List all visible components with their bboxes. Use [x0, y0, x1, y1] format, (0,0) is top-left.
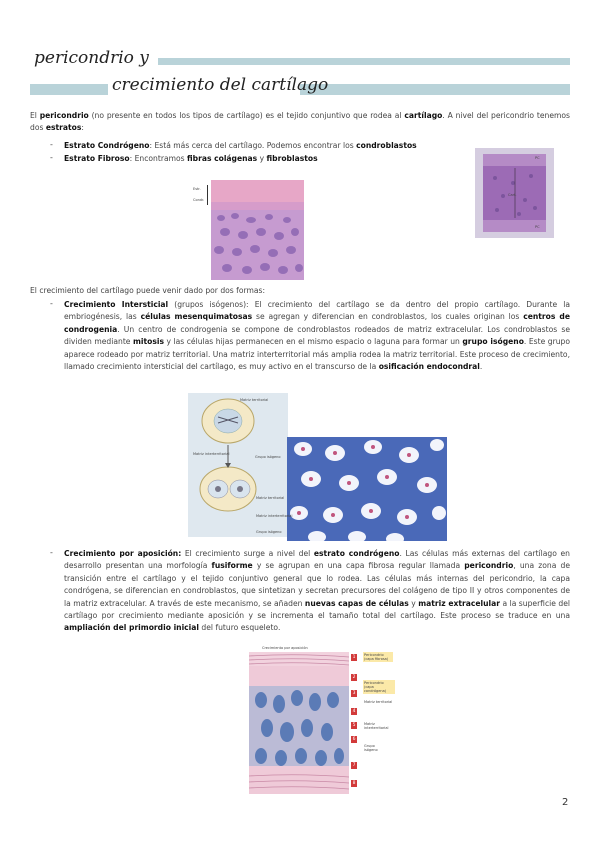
fig4-label-3: Matriz territorial [364, 700, 393, 704]
title-band-top [158, 58, 570, 65]
fig3-label-3: Grupo isógeno [255, 455, 281, 459]
stratum-condrogeno: Estrato Condrógeno: Está más cerca del cartílago. Podemos encontrar los condroblastos [64, 141, 417, 150]
perichondrium-histology-image [211, 180, 304, 280]
page-number: 2 [562, 797, 569, 808]
fig3-label-6: Grupo isógeno [256, 530, 282, 534]
fig4-label-2: Pericondrio (capa condrógena) [363, 680, 395, 694]
fig2-label-1: PC [535, 156, 540, 160]
marker-8: 8 [352, 781, 356, 786]
interstitial-growth-paragraph: Crecimiento Intersticial (grupos isógenos): El crecimiento del cartílago se da dentro del propio cartílago. Durante la embriogénesis, las células mesenquimatosas se agregan y diferencian en condroblastos, los cuales originan los centros de condrogenia. Un centro de condrogenia se compone de condroblastos rodeados de matriz extracelular. Los condroblastos se dividen mediante mitosis y las células hijas permanecen en el mismo espacio o laguna para formar un grupo isógeno. Este grupo aparece rodeado por matriz territorial. Una matriz interterritorial más amplia rodea la matriz territorial. Este proceso de crecimiento, llamado crecimiento intersticial del cartílago, es muy activo en el transcurso de la osificación endocondral. [64, 300, 571, 372]
intro-paragraph: El pericondrio (no presente en todos los tipos de cartílago) es el tejido conjuntivo que rodea al cartílago. A nivel del pericondrio tenemos dos estratos: [30, 111, 570, 133]
bullet-dash: - [50, 548, 53, 557]
marker-7: 7 [352, 763, 356, 768]
kw-cartilago: cartílago [404, 111, 443, 120]
title-line-1: pericondrio y [34, 48, 149, 68]
bullet-dash: - [50, 140, 53, 149]
fig4-caption: Crecimiento por aposición [262, 646, 308, 650]
fig2-label-2: Cart. [508, 193, 517, 197]
growth-intro: El crecimiento del cartílago puede venir dado por dos formas: [30, 286, 266, 295]
fig3-label-5: Matriz interterritorial [256, 514, 293, 518]
fig3-label-4: Matriz territorial [256, 496, 285, 500]
marker-2: 2 [352, 675, 356, 680]
fig2-label-3: PC [535, 225, 540, 229]
stratum-fibroso: Estrato Fibroso: Encontramos fibras colágenas y fibroblastos [64, 154, 318, 163]
marker-5: 5 [352, 723, 356, 728]
marker-4: 4 [352, 709, 356, 714]
bullet-dash: - [50, 153, 53, 162]
fig4-label-4: Matriz interterritorial [364, 722, 389, 730]
fig4-markers [351, 652, 361, 794]
kw-estratos: estratos [45, 123, 82, 133]
appositional-micrograph [249, 652, 349, 794]
fig3-label-1: Matriz territorial [240, 398, 269, 402]
fig1-bracket [207, 185, 208, 205]
fig4-label-5: Grupo isógeno [364, 744, 378, 752]
interstitial-micrograph [287, 437, 447, 541]
marker-3: 3 [352, 691, 356, 696]
marker-1: 1 [352, 655, 356, 660]
fig3-label-2: Matriz interterritorial [193, 452, 230, 456]
fig1-label-2: Condr. [193, 198, 205, 202]
fig1-label-1: Estr. [193, 187, 201, 191]
fig4-label-1: Pericondrio (capa fibrosa) [363, 652, 393, 662]
marker-6: 6 [352, 737, 356, 742]
title-band-bottom [30, 84, 108, 95]
title-band-bottom-right [300, 84, 570, 95]
appositional-growth-paragraph: Crecimiento por aposición: El crecimiento surge a nivel del estrato condrógeno. Las células más externas del cartílago en desarrollo presentan una morfología fusiforme y se agrupan en una capa fibrosa regular llamada pericondrio, una zona de transición entre el cartílago y el tejido conjuntivo general que lo rodea. Las células más internas del pericondrio, la capa condrógena, se diferencian en condroblastos, que sintetizan y secretan precursores del colágeno de tipo II y otros componentes de la matriz extracelular. A través de este mecanismo, se añaden nuevas capas de células y matriz extracelular a la superficie del cartílago por crecimiento mediante aposición y se incrementa el tamaño total del cartílago. Este proceso se traduce en una ampliación del primordio inicial del futuro esqueleto. [64, 549, 570, 633]
kw-pericondrio: pericondrio [39, 111, 89, 120]
title-line-2: crecimiento del cartílago [112, 75, 329, 95]
bullet-dash: - [50, 299, 53, 308]
